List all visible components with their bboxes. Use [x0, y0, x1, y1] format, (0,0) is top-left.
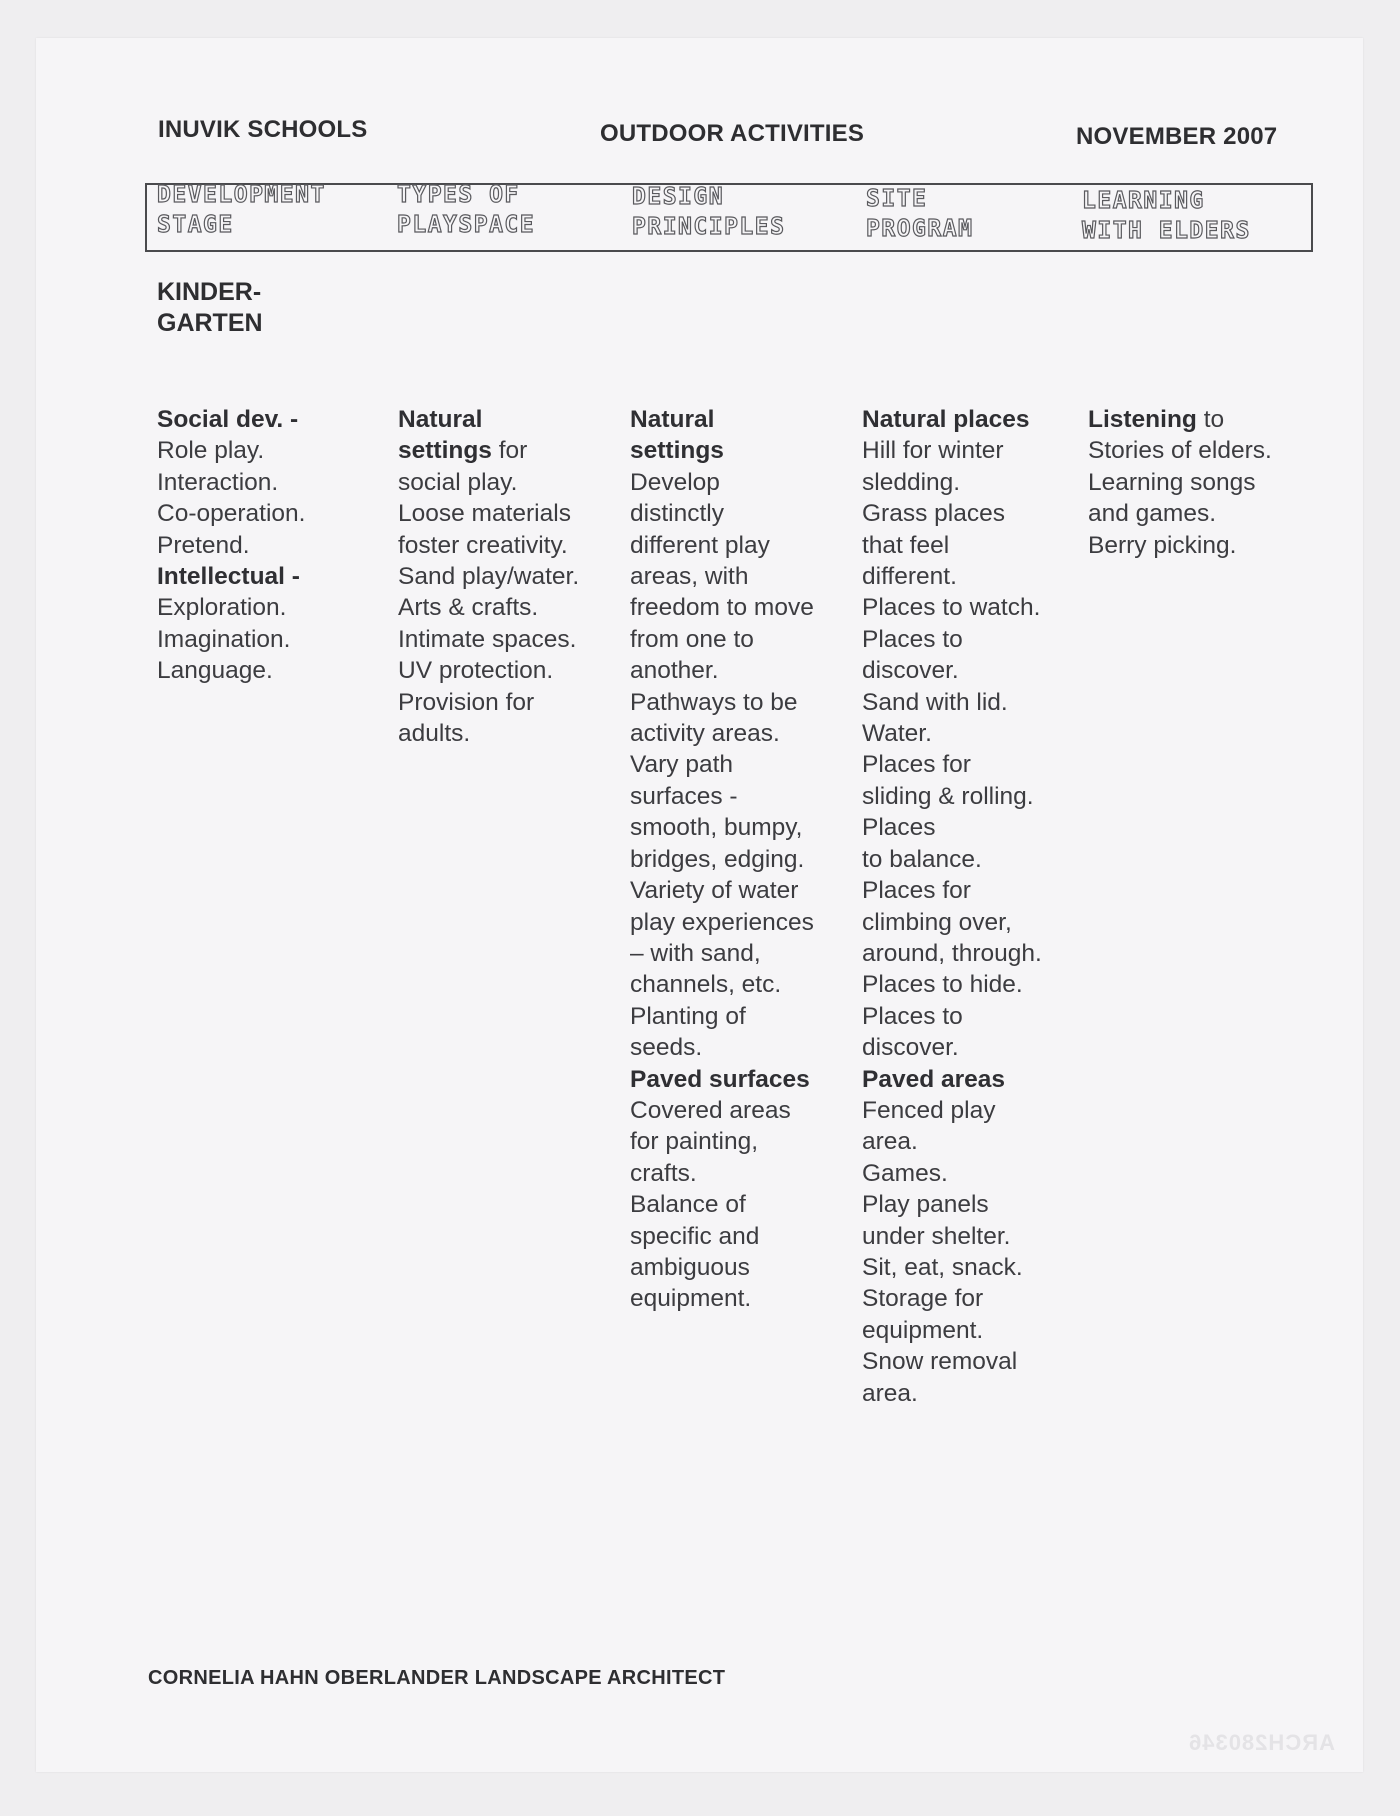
list-item	[398, 655, 579, 686]
column-header-development-stage	[157, 180, 326, 240]
list-item-text: Grass places	[862, 500, 1005, 528]
list-item	[398, 687, 579, 718]
list-item-text: another.	[630, 657, 719, 685]
list-item-text: Sand with lid.	[862, 688, 1008, 716]
list-item	[398, 561, 579, 592]
list-item	[398, 624, 579, 655]
list-item-text: surfaces -	[630, 782, 738, 810]
list-item	[630, 404, 814, 435]
column-learning-with-elders	[1088, 404, 1272, 561]
list-item	[1088, 404, 1272, 435]
list-item-text: Pretend.	[157, 531, 250, 559]
list-item-text: Storage for	[862, 1285, 984, 1313]
column-header-line: WITH ELDERS	[1082, 218, 1251, 244]
list-item-text: bridges, edging.	[630, 845, 805, 873]
list-item	[630, 969, 814, 1000]
list-item-text: Arts & crafts.	[398, 594, 539, 622]
list-item	[862, 718, 1042, 749]
list-item-text: Places to	[862, 1002, 963, 1030]
list-item	[630, 749, 814, 780]
list-item	[862, 655, 1042, 686]
column-header-line: LEARNING	[1082, 188, 1205, 214]
list-item	[862, 467, 1042, 498]
column-header-line: STAGE	[157, 212, 234, 238]
list-item	[157, 624, 305, 655]
list-item-text: Role play.	[157, 437, 265, 465]
list-item	[862, 530, 1042, 561]
list-item	[630, 1001, 814, 1032]
list-item	[862, 844, 1042, 875]
list-item-text: Exploration.	[157, 594, 287, 622]
list-item-text: Places for	[862, 751, 971, 779]
list-item	[630, 498, 814, 529]
list-item-text: from one to	[630, 625, 754, 653]
list-item	[1088, 530, 1272, 561]
list-item-text: Variety of water	[630, 877, 799, 905]
list-item	[630, 1126, 814, 1157]
list-item-text: Berry picking.	[1088, 531, 1237, 559]
list-item-text: area.	[862, 1128, 918, 1156]
list-item-text: discover.	[862, 657, 959, 685]
list-item-text: Planting of	[630, 1002, 746, 1030]
list-item	[157, 498, 305, 529]
list-item-text: seeds.	[630, 1034, 703, 1062]
list-item-text: Imagination.	[157, 625, 291, 653]
list-item-text: freedom to move	[630, 594, 814, 622]
column-header-site-program	[866, 184, 973, 244]
list-item	[862, 1095, 1042, 1126]
list-item	[157, 592, 305, 623]
list-item-text: sliding & rolling.	[862, 782, 1034, 810]
list-item-text: Language.	[157, 657, 273, 685]
list-item-text: for	[491, 437, 528, 465]
list-item	[630, 1095, 814, 1126]
list-item	[630, 467, 814, 498]
list-item	[630, 592, 814, 623]
list-item-text: adults.	[398, 720, 471, 748]
list-item-text: social play.	[398, 468, 518, 496]
list-item-text: climbing over,	[862, 908, 1012, 936]
list-item-text: around, through.	[862, 939, 1042, 967]
list-item	[862, 1315, 1042, 1346]
list-item	[1088, 467, 1272, 498]
archive-stamp: ARCH280346	[1188, 1730, 1335, 1755]
list-item	[630, 561, 814, 592]
list-item	[630, 1032, 814, 1063]
list-item	[157, 655, 305, 686]
list-item-heading: Natural	[398, 406, 483, 433]
list-item-text: Snow removal	[862, 1348, 1018, 1376]
list-item-heading: settings	[398, 437, 492, 465]
column-header-line: PRINCIPLES	[632, 214, 786, 240]
list-item-text: specific and	[630, 1222, 760, 1250]
list-item-text: areas, with	[630, 563, 749, 591]
list-item	[862, 1283, 1042, 1314]
list-item	[862, 938, 1042, 969]
list-item-text: Pathways to be	[630, 688, 798, 716]
column-header-types-of-playspace	[397, 180, 535, 240]
list-item	[862, 1189, 1042, 1220]
list-item	[398, 498, 579, 529]
column-development-stage	[157, 404, 305, 687]
list-item	[862, 435, 1042, 466]
list-item	[862, 1221, 1042, 1252]
column-header-line: PLAYSPACE	[397, 212, 536, 238]
list-item-heading: Paved areas	[862, 1065, 1006, 1093]
list-item-text: Develop	[630, 468, 720, 496]
list-item-text: equipment.	[630, 1285, 752, 1313]
list-item-heading: settings	[630, 437, 724, 465]
column-header-line: PROGRAM	[866, 216, 974, 242]
list-item-text: Learning songs	[1088, 468, 1256, 496]
list-item	[862, 781, 1042, 812]
list-item-text: different.	[862, 563, 957, 591]
list-item	[157, 561, 305, 592]
column-header-line: TYPES OF	[397, 182, 520, 208]
list-item	[630, 844, 814, 875]
list-item-text: Places	[862, 814, 936, 842]
list-item-text: Places to	[862, 625, 963, 653]
list-item-text: sledding.	[862, 468, 961, 496]
list-item-text: area.	[862, 1379, 918, 1407]
list-item	[630, 781, 814, 812]
school-title: INUVIK SCHOOLS	[158, 116, 368, 143]
list-item-text: and games.	[1088, 500, 1217, 528]
list-item-text: Covered areas	[630, 1096, 791, 1124]
list-item	[630, 718, 814, 749]
footer-credit: CORNELIA HAHN OBERLANDER LANDSCAPE ARCHITECT	[148, 1667, 726, 1689]
list-item-text: UV protection.	[398, 657, 554, 685]
list-item	[157, 467, 305, 498]
list-item	[862, 1378, 1042, 1409]
list-item	[398, 404, 579, 435]
list-item	[398, 530, 579, 561]
list-item-text: discover.	[862, 1034, 959, 1062]
list-item-text: foster creativity.	[398, 531, 568, 559]
stage-label	[157, 277, 263, 339]
list-item	[630, 812, 814, 843]
list-item	[630, 1189, 814, 1220]
list-item-text: channels, etc.	[630, 971, 782, 999]
list-item	[862, 498, 1042, 529]
list-item-text: Stories of elders.	[1088, 437, 1272, 465]
list-item-text: Sand play/water.	[398, 563, 580, 591]
list-item-text: Provision for	[398, 688, 535, 716]
list-item-text: under shelter.	[862, 1222, 1011, 1250]
list-item	[862, 812, 1042, 843]
list-item-text: to	[1196, 406, 1225, 433]
list-item-text: distinctly	[630, 500, 724, 528]
column-header-line: DESIGN	[632, 184, 725, 210]
list-item-text: Places to watch.	[862, 594, 1041, 622]
list-item	[630, 687, 814, 718]
column-header-learning-with-elders	[1082, 186, 1251, 246]
list-item	[862, 404, 1042, 435]
list-item-text: play experiences	[630, 908, 814, 936]
list-item	[862, 749, 1042, 780]
list-item	[157, 404, 305, 435]
list-item	[630, 1283, 814, 1314]
list-item	[398, 718, 579, 749]
list-item-text: Intimate spaces.	[398, 625, 577, 653]
list-item	[630, 1158, 814, 1189]
list-item	[862, 1158, 1042, 1189]
list-item-heading: Intellectual -	[157, 563, 300, 591]
list-item-heading: Natural places	[862, 406, 1030, 433]
list-item-text: Interaction.	[157, 468, 279, 496]
list-item	[630, 435, 814, 466]
document-date: NOVEMBER 2007	[1076, 123, 1278, 150]
list-item	[398, 467, 579, 498]
list-item-heading: Social dev. -	[157, 406, 299, 433]
list-item	[862, 1252, 1042, 1283]
list-item	[862, 687, 1042, 718]
list-item-text: Co-operation.	[157, 500, 306, 528]
list-item	[1088, 435, 1272, 466]
list-item-text: Play panels	[862, 1191, 989, 1219]
column-header-design-principles	[632, 182, 785, 242]
list-item-text: Hill for winter	[862, 437, 1004, 465]
list-item	[862, 1064, 1042, 1095]
column-types-of-playspace	[398, 404, 579, 749]
list-item-text: Balance of	[630, 1191, 746, 1219]
stage-label-line: KINDER-	[157, 278, 262, 306]
list-item	[630, 938, 814, 969]
list-item-text: crafts.	[630, 1159, 697, 1187]
list-item-heading: Natural	[630, 406, 715, 433]
list-item-text: to balance.	[862, 845, 982, 873]
list-item	[862, 875, 1042, 906]
list-item-text: activity areas.	[630, 720, 780, 748]
list-item	[398, 435, 579, 466]
list-item-text: for painting,	[630, 1128, 759, 1156]
list-item	[630, 624, 814, 655]
list-item	[157, 530, 305, 561]
list-item	[862, 907, 1042, 938]
list-item	[862, 1032, 1042, 1063]
document-title: OUTDOOR ACTIVITIES	[600, 120, 865, 147]
list-item	[862, 561, 1042, 592]
list-item-text: that feel	[862, 531, 950, 559]
list-item-text: smooth, bumpy,	[630, 814, 803, 842]
list-item-text: Sit, eat, snack.	[862, 1253, 1023, 1281]
list-item	[862, 592, 1042, 623]
list-item-text: Places for	[862, 877, 971, 905]
column-header-line: DEVELOPMENT	[157, 182, 326, 208]
list-item-text: Places to hide.	[862, 971, 1023, 999]
list-item-text: different play	[630, 531, 770, 559]
list-item	[862, 1346, 1042, 1377]
list-item	[157, 435, 305, 466]
list-item	[862, 1001, 1042, 1032]
column-site-program	[862, 404, 1042, 1409]
list-item	[630, 907, 814, 938]
list-item-heading: Paved surfaces	[630, 1065, 810, 1093]
column-header-line: SITE	[866, 186, 928, 212]
list-item	[630, 1252, 814, 1283]
list-item	[862, 969, 1042, 1000]
list-item	[630, 1064, 814, 1095]
list-item	[398, 592, 579, 623]
stage-label-line: GARTEN	[157, 309, 263, 337]
list-item-text: Vary path	[630, 751, 734, 779]
list-item	[630, 1221, 814, 1252]
list-item	[862, 624, 1042, 655]
list-item-text: ambiguous	[630, 1253, 750, 1281]
list-item-text: Games.	[862, 1159, 948, 1187]
list-item-text: equipment.	[862, 1316, 984, 1344]
list-item-text: Loose materials	[398, 500, 571, 528]
list-item	[862, 1126, 1042, 1157]
list-item	[1088, 498, 1272, 529]
list-item-text: Water.	[862, 720, 932, 748]
list-item	[630, 655, 814, 686]
list-item	[630, 875, 814, 906]
list-item-heading: Listening	[1088, 406, 1197, 433]
list-item	[630, 530, 814, 561]
list-item-text: – with sand,	[630, 939, 761, 967]
column-design-principles	[630, 404, 814, 1315]
list-item-text: Fenced play	[862, 1096, 996, 1124]
